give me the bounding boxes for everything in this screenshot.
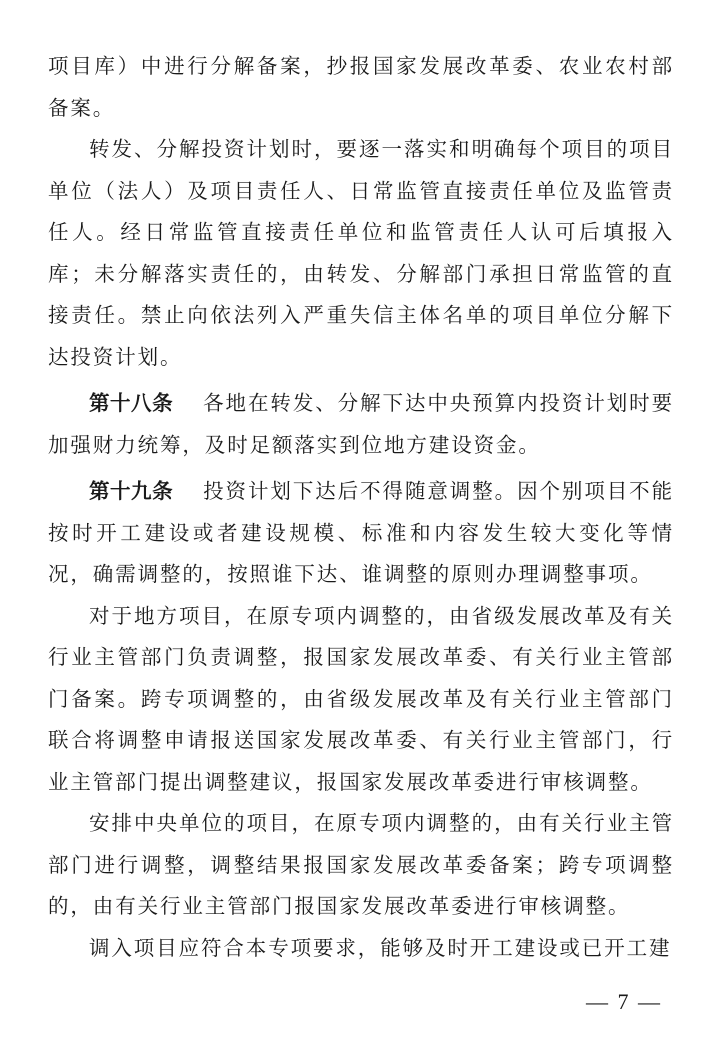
paragraph-central-units: 安排中央单位的项目，在原专项内调整的，由有关行业主管部门进行调整，调整结果报国家发展改革委备案；跨专项调整的，由有关行业主管部门报国家发展改革委进行审核调整。 <box>48 811 674 918</box>
paragraph-continuation: 项目库）中进行分解备案，抄报国家发展改革委、农业农村部备案。 <box>48 54 674 120</box>
article-18 <box>48 383 674 466</box>
article-19-text: 投资计划下达后不得随意调整。因个别项目不能按时开工建设或者建设规模、标准和内容发生较大变化等情况，确需调整的，按照谁下达、谁调整的原则办理调整事项。 <box>48 479 675 586</box>
article-18-title: 第十八条 <box>89 391 174 415</box>
document-page <box>48 46 674 969</box>
paragraph-local-projects: 对于地方项目，在原专项内调整的，由省级发展改革及有关行业主管部门负责调整，报国家发展改革委、有关行业主管部门备案。跨专项调整的，由省级发展改革及有关行业主管部门联合将调整申请报送国家发展改革委、有关行业主管部门，行业主管部门提出调整建议，报国家发展改革委进行审核调整。 <box>48 603 674 794</box>
article-19-title: 第十九条 <box>89 479 174 503</box>
paragraph-investment-plan-decomposition: 转发、分解投资计划时，要逐一落实和明确每个项目的项目单位（法人）及项目责任人、日常监管直接责任单位及监管责任人。经日常监管直接责任单位和监管责任人认可后填报入库；未分解落实责任的，由转发、分解部门承担日常监管的直接责任。禁止向依法列入严重失信主体名单的项目单位分解下达投资计划。 <box>48 137 674 369</box>
article-19 <box>48 471 674 596</box>
page-number: — 7 — <box>586 989 662 1014</box>
article-18-text: 各地在转发、分解下达中央预算内投资计划时要加强财力统筹，及时足额落实到位地方建设资金。 <box>48 391 675 457</box>
paragraph-transferred-projects: 调入项目应符合本专项要求，能够及时开工建设或已开工建 <box>89 935 672 960</box>
